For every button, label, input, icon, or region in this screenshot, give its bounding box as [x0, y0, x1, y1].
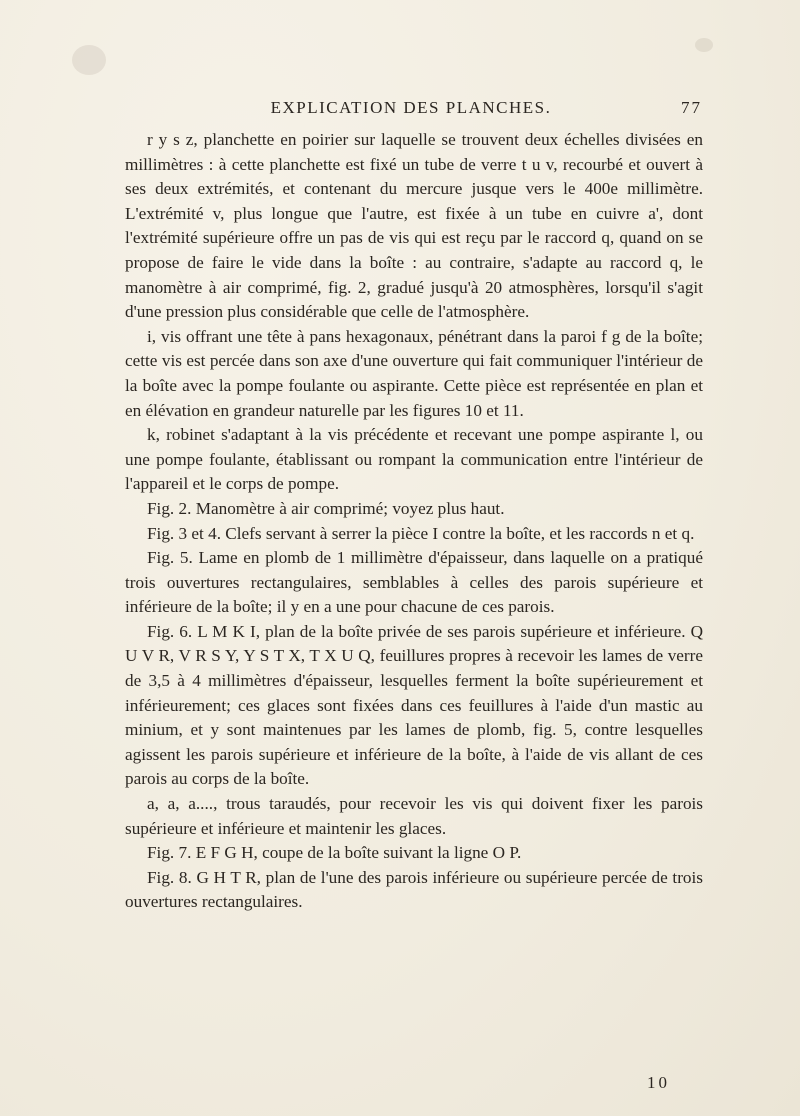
header-title: EXPLICATION DES PLANCHES.	[270, 98, 552, 117]
signature-mark: 10	[647, 1073, 670, 1092]
paper-stain	[695, 38, 713, 52]
paper-stain	[72, 45, 106, 75]
paragraph: Fig. 5. Lame en plomb de 1 millimètre d'épaisseur, dans laquelle on a pratiqué trois ouvertures rectangulaires, semblables à celles des parois supérieure et inférieure de la boîte; il y en a une pour chacune de ces parois.	[125, 548, 703, 617]
paragraph: Fig. 6. L M K I, plan de la boîte privée de ses parois supérieure et inférieure. Q U V R, V R S Y, Y S T X, T X U Q, feuillures propres à recevoir les lames de verre de 3,5 à 4 millimètres d'épaisseur, lesquelles ferment la boîte supérieurement et inférieurement; ces glaces sont fixées dans ces feuillures à l'aide d'un mastic au minium, et y sont maintenues par les lames de plomb, fig. 5, contre lesquelles agissent les parois supérieure et inférieure de la boîte, à l'aide de vis allant de ces parois au corps de la boîte.	[125, 621, 703, 789]
paragraph: k, robinet s'adaptant à la vis précédente et recevant une pompe aspirante l, ou une pompe foulante, établissant ou rompant la communication entre l'intérieur de l'appareil et le corps de pompe.	[125, 425, 703, 494]
paragraph: r y s z, planchette en poirier sur laquelle se trouvent deux échelles divisées en millimètres : à cette planchette est fixé un tube de verre t u v, recourbé et ouvert à ses deux extrémités, et contenant du mercure jusque vers le 400e millimètre. L'extrémité v, plus longue que l'autre, est fixée à un tube en cuivre a', dont l'extrémité supérieure offre un pas de vis qui est reçu par le raccord q, quand on se propose de faire le vide dans la boîte : au contraire, s'adapte au raccord q, le manomètre à air comprimé, fig. 2, gradué jusqu'à 20 atmosphères, lorsqu'il s'agit d'une pression plus considérable que celle de l'atmosphère.	[125, 130, 703, 322]
paragraph: Fig. 2. Manomètre à air comprimé; voyez plus haut.	[147, 498, 505, 518]
paragraph: i, vis offrant une tête à pans hexagonaux, pénétrant dans la paroi f g de la boîte; cette vis est percée dans son axe d'une ouverture qui fait communiquer l'intérieur de la boîte avec la pompe foulante ou aspirante. Cette pièce est représentée en plan et en élévation en grandeur naturelle par les figures 10 et 11.	[125, 326, 703, 420]
paragraph: Fig. 3 et 4. Clefs servant à serrer la pièce I contre la boîte, et les raccords n et q.	[147, 523, 695, 543]
paragraph: Fig. 8. G H T R, plan de l'une des parois inférieure ou supérieure percée de trois ouvertures rectangulaires.	[125, 867, 703, 912]
page-number: 77	[681, 98, 702, 117]
paragraph: Fig. 7. E F G H, coupe de la boîte suivant la ligne O P.	[147, 843, 522, 863]
running-header	[120, 98, 702, 122]
paragraph: a, a, a...., trous taraudés, pour recevoir les vis qui doivent fixer les parois supérieure et inférieure et maintenir les glaces.	[125, 794, 703, 838]
body-text	[125, 128, 703, 915]
